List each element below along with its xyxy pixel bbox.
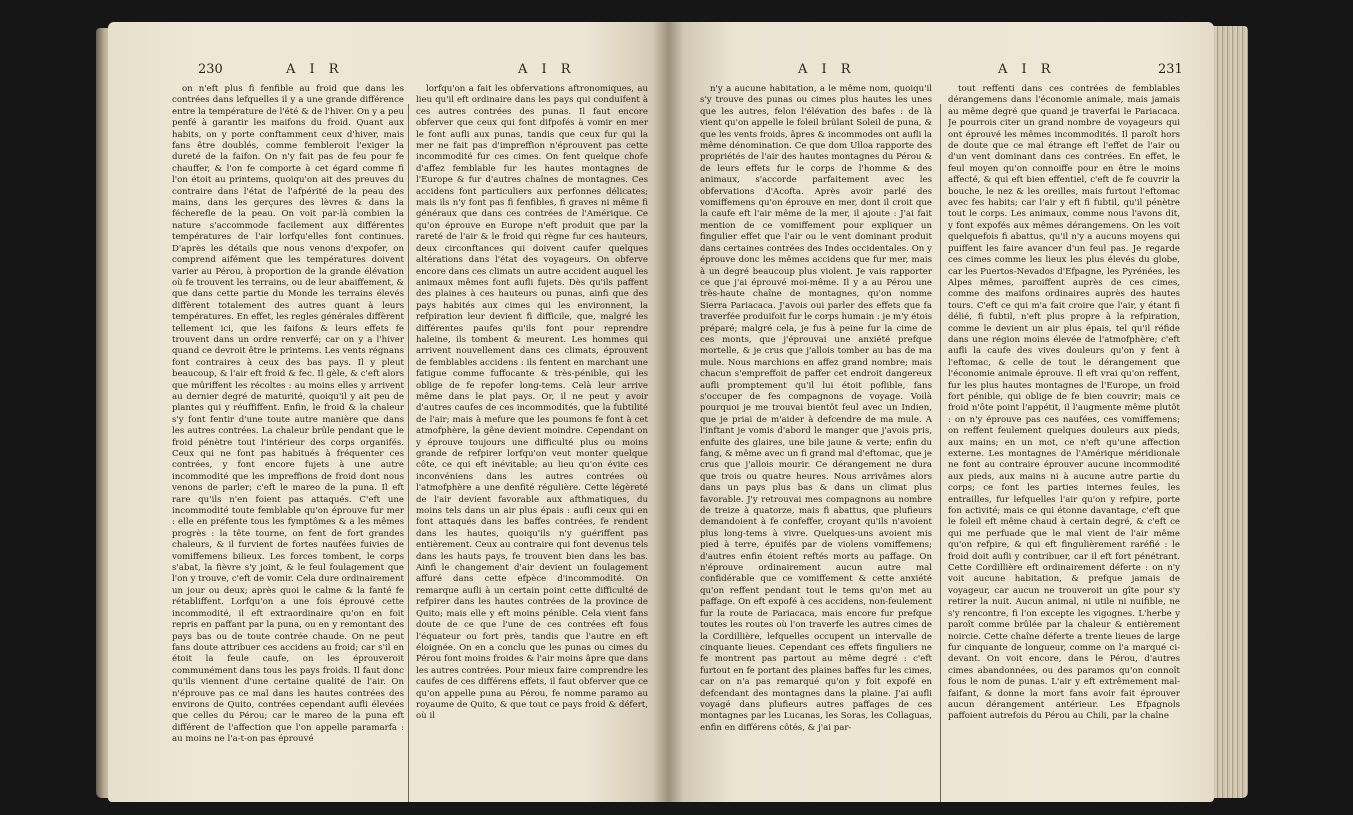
page-number-left: 230 <box>198 62 223 77</box>
running-head-left-col1: A I R <box>286 62 344 77</box>
right-page-edges <box>1210 26 1248 798</box>
running-head-right-col1: A I R <box>798 62 856 77</box>
book-gutter <box>652 22 684 802</box>
right-page <box>668 22 1214 802</box>
column-text: tout reffenti dans ces contrées de femblables dérangemens dans l'économie animale, mais jamais au même degré que quand je traverfai le Pariacaca. Je pourrois citer un grand nombre de voyageurs qui ont éprouvé les mêmes incommodités. Il paroît hors de doute que ce mal étrange eft l'effet de l'air ou d'un vent dominant dans ces contrées. En effet, le feul moyen qu'on connoiffe pour en être le moins affecté, & qui eft bien effentiel, c'eft de fe couvrir la bouche, le nez & les oreilles, mais furtout l'eftomac avec fes habits; car l'air y eft fi fubtil, qu'il pénètre tout le corps. Les animaux, comme nous l'avons dit, y font expofés aux mêmes dérangemens. On les voit quelquefois fi abattus, qu'il n'y a aucuns moyens qui puiffent les faire avancer d'un feul pas. Je regarde ces cimes comme les lieux les plus élevés du globe, car les Puertos-Nevados d'Efpagne, les Pyrénées, les Alpes mêmes, paroiffent auprès de ces cimes, comme des maifons ordinaires auprès des hautes tours. C'eft ce qui m'a fait croire que l'air, y étant fi délié, fi fubtil, n'eft plus propre à la refpiration, comme le devient un air plus épais, tel qu'il réfide dans une région moins élevée de l'atmofphère; c'eft aufli la caufe des vives douleurs qu'on y fent à l'eftomac, & celle de tout le dérangement que l'économie animale éprouve. Il eft vrai qu'on reffent, fur les plus hautes montagnes de l'Europe, un froid fort pénible, qui oblige de fe bien couvrir; mais ce froid n'ôte point l'appétit, il l'augmente même plutôt : on n'y éprouve pas ces naufées, ces vomiffemens; on reffent feulement quelques douleurs aux pieds, aux mains; en un mot, ce n'eft qu'une affection externe. Les montagnes de l'Amérique méridionale ne font au contraire éprouver aucune incommodité aux pieds, aux mains ni à aucune autre partie du corps; ce font les parties internes feules, les entrailles, fur lefquelles l'air qu'on y refpire, porte fon activité; mais ce qui étonne davantage, c'eft que le foleil eft même chaud à certain degré, & c'eft ce qui me perfuade que le mal vient de l'air même qu'on refpire, & qui eft fingulièrement raréfié : le froid doit aufli y contribuer, car il eft fort pénétrant. Cette Cordillière eft ordinairement déferte : on n'y voit aucune habitation, & prefque jamais de voyageur, car aucun ne trouveroit un gîte pour s'y retirer la nuit. Aucun animal, ni utile ni nuifible, ne s'y rencontre, fi l'on excepte les vigognes. L'herbe y paroît comme brûlée par la chaleur & entièrement noircie. Cette chaîne déferte a trente lieues de large fur cinquante de longueur, comme on l'a marqué ci-devant. On voit encore, dans le Pérou, d'autres cimes abandonnées, ou des paramos qu'on connoît fous le nom de punas. L'air y eft extrêmement mal-faifant, & donne la mort fans avoir fait éprouver aucun dérangement antérieur. Les Efpagnols paffoient autrefois du Pérou au Chili, par la chaîne <box>948 84 1180 722</box>
right-page-column-2 <box>948 84 1180 802</box>
column-rule <box>940 104 941 802</box>
column-text: n'y a aucune habitation, a le même nom, quoiqu'il s'y trouve des punas ou cimes plus hautes les unes que les autres, felon l'élévation des bafes : de là vient qu'on appelle le foleil brûlant Soleil de puna, & que les vents froids, âpres & incommodes ont aufli la même dénomination. Ce que dom Ulloa rapporte des propriétés de l'air des hautes montagnes du Pérou & de leurs effets fur le corps de l'homme & des animaux, s'accorde parfaitement avec les obfervations d'Acofta. Après avoir parlé des vomiffemens qu'on éprouve en mer, dont il croit que la caufe eft l'air même de la mer, il ajoute : J'ai fait mention de ce vomiffement pour expliquer un fingulier effet que l'air ou le vent dominant produit dans certaines contrées des Indes occidentales. On y éprouve donc les mêmes accidens que fur mer, mais à un degré beaucoup plus violent. Je vais rapporter ce que j'ai éprouvé moi-même. Il y a au Pérou une très-haute chaîne de montagnes, qu'on nomme Sierra Pariacaca. J'avois oui parler des effets que fa traverfée produifoit fur le corps humain : je m'y étois préparé; malgré cela, je fus à peine fur la cime de ces monts, que j'éprouvai une anxiété prefque mortelle, & je crus que j'allois tomber au bas de ma mule. Nous marchions en affez grand nombre; mais chacun s'empreffoit de paffer cet endroit dangereux aufli promptement qu'il lui étoit poflible, fans s'occuper de fes compagnons de voyage. Voilà pourquoi je me trouvai bientôt feul avec un Indien, que je priai de m'aider à defcendre de ma mule. A l'inftant je vomis d'abord le manger que j'avois pris, enfuite des glaires, une bile jaune & verte; enfin du fang, & même avec un fi grand mal d'eftomac, que je crus que j'allois mourir. Ce dérangement ne dura que trois ou quatre heures. Nous arrivâmes alors dans un pays plus bas & dans un climat plus favorable. J'y retrouvai mes compagnons au nombre de treize à quatorze, mais fi abattus, que plufieurs demandoient à fe confeffer, croyant qu'ils n'avoient plus long-tems à vivre. Quelques-uns avoient mis pied à terre, épuifés par de violens vomiffemens; d'autres enfin étoient reftés morts au paffage. On n'éprouve ordinairement aucun autre mal confidérable que ce vomiffement & cette anxiété qu'on reffent pendant tout le tems qu'on met au paffage. On eft expofé à ces accidens, non-feulement fur la route de Pariacaca, mais encore fur prefque toutes les routes où l'on traverfe les autres cimes de la Cordillière, lefquelles occupent un intervalle de cinquante lieues. Cependant ces effets finguliers ne fe montrent pas partout au même degré : c'eft furtout en fe portant des plaines baffes fur les cimes, car on n'a pas remarqué qu'on y foit expofé en defcendant des montagnes dans la plaine. J'ai aufli voyagé dans plufieurs autres paffages de ces montagnes par les Lucanas, les Soras, les Collaguas, enfin en différens côtés, & j'ai par- <box>700 84 932 733</box>
page-number-right: 231 <box>1158 62 1183 77</box>
column-rule <box>408 104 409 802</box>
left-page-column-2 <box>416 84 648 802</box>
column-text: on n'eft plus fi fenfible au froid que dans les contrées dans lefquelles il y a une grande différence entre la température de l'été & de l'hiver. On y a peu penfé à garantir les maifons du froid. Quant aux habits, on y porte conftamment ceux d'hiver, mais fans être doublés, comme fembleroit l'exiger la dureté de la faifon. On n'y fait pas de feu pour fe chauffer, & l'on fe comporte à cet égard comme fi l'on étoit au printems, quoiqu'on ait des preuves du contraire dans l'état de l'afpérité de la peau des mains, dans les gerçures des lèvres & dans la fécherefle de la peau. On voit par-là combien la nature s'accommode facilement aux différentes températures de l'air lorfqu'elles font continues. D'après les détails que nous venons d'expofer, on comprend aifément que les températures doivent varier au Pérou, à proportion de la grande élévation où fe trouvent les terrains, ou de leur abaiffement, & que dans cette partie du Monde les terrains élevés diffèrent totalement des autres quant à leurs températures. En effet, les regles générales diffèrent tellement ici, que les faifons & leurs effets fe trouvent dans un ordre renverfé; car on y a l'hiver quand ce devroit être le printems. Les vents régnans font contraires à ceux des bas pays. Il y pleut beaucoup, & l'air eft froid & fec. Il gèle, & c'eft alors que mûriffent les récoltes : au moins elles y arrivent au dernier degré de maturité, quoiqu'il y ait peu de plantes qui y réuffiffent. Enfin, le froid & la chaleur s'y font fentir d'une toute autre manière que dans les autres contrées. La chaleur brûle pendant que le froid pénètre tout l'intérieur des corps organifés. Ceux qui ne font pas habitués à fréquenter ces contrées, y font encore fujets à une autre incommodité que les impreffions de froid dont nous venons de parler; c'eft le mareo de la puna. Il eft rare qu'ils n'en foient pas attaqués. C'eft une incommodité toute femblable qu'on éprouve fur mer : elle en préfente tous les fymptômes & a les mêmes progrès : la tête tourne, on fent de fort grandes chaleurs, & il furvient de fortes naufées fuivies de vomiffemens bilieux. Les forces tombent, le corps s'abat, la fièvre s'y joint, & le feul foulagement que l'on y trouve, c'eft de vomir. Cela dure ordinairement un jour ou deux; après quoi le calme & la fanté fe rétabliffent. Lorfqu'on a une fois éprouvé cette incommodité, il eft extraordinaire qu'on en foit repris en paffant par la puna, ou en y remontant des pays bas ou de toute contrée chaude. On ne peut fans doute attribuer ces accidens au froid; car s'il en étoit la feule caufe, on les éprouveroit communément dans tous les pays froids. Il faut donc qu'ils viennent d'une certaine qualité de l'air. On n'éprouve pas ce mal dans les hautes contrées des environs de Quito, contrées cependant aufli élevées que celles du Pérou; car le mareo de la puna eft différent de l'affection que l'on appelle paramarfa : au moins ne l'a-t-on pas éprouvé <box>172 84 404 745</box>
running-head-left-col2: A I R <box>518 62 576 77</box>
running-head-right-col2: A I R <box>998 62 1056 77</box>
right-page-column-1 <box>700 84 932 802</box>
left-page <box>108 22 668 802</box>
left-page-column-1 <box>172 84 404 802</box>
column-text: lorfqu'on a fait les obfervations aftronomiques, au lieu qu'il eft ordinaire dans les pays qui conduifent à ces autres contrées des punas. Il faut encore obferver que ceux qui font difpofés à vomir en mer le font aufli aux punas, tandis que ceux fur qui la mer ne fait pas d'impreffion n'éprouvent pas cette incommodité fur ces cimes. On fent quelque chofe d'affez femblable fur les hautes montagnes de l'Europe & fur d'autres chaînes de montagnes. Ces accidens font particuliers aux perfonnes délicates; mais ils n'y font pas fi fenfibles, fi graves ni même fi généraux que dans ces contrées de l'Amérique. Ce qu'on éprouve en Europe n'eft produit que par la rareté de l'air & le froid qui règne fur ces hauteurs, deux circonftances qui doivent caufer quelques altérations dans l'état des voyageurs. On obferve encore dans ces climats un autre accident auquel les animaux mêmes font aufli fujets. Dès qu'ils paffent des plaines à ces hauteurs ou punas, ainfi que des pays habités aux cimes qui les environnent, la refpiration leur devient fi difficile, que, malgré les différentes paufes qu'ils font pour reprendre haleine, ils tombent & meurent. Les hommes qui arrivent nouvellement dans ces climats, éprouvent de femblables accidens : ils fentent en marchant une fatigue comme fuffocante & très-pénible, qui les oblige de fe repofer long-tems. Celà leur arrive même dans le plat pays. Or, il ne peut y avoir d'autres caufes de ces incommodités, que la fubtilité de l'air; mais à mefure que les poumons fe font à cet atmofphère, la gêne devient moindre. Cependant on y éprouve toujours une difficulté plus ou moins grande de refpirer lorfqu'on veut monter quelque côte, ce qui eft inévitable; au lieu qu'on évite ces inconvéniens dans les autres contrées où l'atmofphère a une denfité régulière. Cette légèreté de l'air devient favorable aux afthmatiques, du moins tels dans un air plus épais : aufli ceux qui en font attaqués dans les baffes contrées, fe rendent dans les hautes, quoiqu'ils n'y guériffent pas entièrement. Ceux au contraire qui font devenus tels dans les hauts pays, fe trouvent bien dans les bas. Ainfi le changement d'air devient un foulagement affuré dans cette efpèce d'incommodité. On remarque aufli à un certain point cette difficulté de refpirer dans les hautes contrées de la province de Quito; mais elle y eft moins pénible. Cela vient fans doute de ce que l'une de ces contrées eft fous l'équateur ou fort près, tandis que l'autre en eft éloignée. On en a conclu que les punas ou cimes du Pérou font moins froides & l'air moins âpre que dans les autres contrées. Pour mieux faire comprendre les caufes de ces différens effets, il faut obferver que ce qu'on appelle puna au Pérou, fe nomme paramo au royaume de Quito, & que tout ce pays froid & défert, où il <box>416 84 648 722</box>
